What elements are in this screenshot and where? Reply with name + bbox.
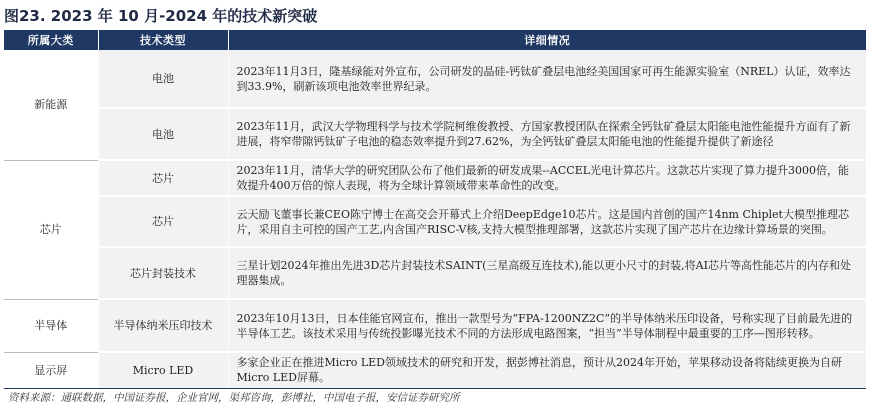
tech-type-cell: 芯片 [98, 160, 228, 196]
detail-cell: 2023年11月，武汉大学物理科学与技术学院柯维俊教授、方国家教授团队在探索全钙钛矿叠层太阳能电池性能提升方面有了新进展，将窄带隙钙钛矿子电池的稳态效率提升到27.62%，为全钙钛矿叠层太阳能电池的性能提升提供了新途径 [228, 108, 866, 160]
table-row [4, 160, 866, 196]
detail-cell: 2023年11月，清华大学的研究团队公布了他们最新的研发成果--ACCEL光电计算芯片。这款芯片实现了算力提升3000倍，能效提升400万倍的惊人表现，将为全球计算领域带来革命性的改变。 [228, 160, 866, 196]
tech-type-cell: 电池 [98, 50, 228, 108]
tech-type-cell: Micro LED [98, 352, 228, 388]
table-row [4, 352, 866, 388]
category-cell: 芯片 [4, 160, 98, 299]
detail-cell: 云天励飞董事长兼CEO陈宁博士在高交会开幕式上介绍DeepEdge10芯片。这是国内首创的国产14nm Chiplet大模型推理芯片，采用自主可控的国产工艺,内含国产RISC-V核,支持大模型推理部署，这款芯片实现了国产芯片在边缘计算场景的突围。 [228, 196, 866, 247]
tech-type-cell: 半导体纳米压印技术 [98, 299, 228, 352]
table-header-row [4, 30, 866, 50]
source-note: 资料来源：通联数据，中国证券报，企业官网，渠邦咨询，彭博社，中国电子报，安信证券研究所 [8, 392, 460, 404]
tech-type-cell: 芯片封装技术 [98, 247, 228, 299]
figure-title: 图23. 2023 年 10 月-2024 年的技术新突破 [4, 7, 318, 25]
table-row [4, 247, 866, 299]
table-row [4, 50, 866, 108]
detail-cell: 三星计划2024年推出先进3D芯片封装技术SAINT(三星高级互连技术),能以更小尺寸的封装,将AI芯片等高性能芯片的内存和处理器集成。 [228, 247, 866, 299]
category-cell: 新能源 [4, 50, 98, 160]
detail-cell: 2023年11月3日，隆基绿能对外宣布，公司研发的晶硅-钙钛矿叠层电池经美国国家可再生能源实验室（NREL）认证，效率达到33.9%，刷新该项电池效率世界纪录。 [228, 50, 866, 108]
table-row [4, 196, 866, 247]
tech-type-cell: 电池 [98, 108, 228, 160]
category-cell: 半导体 [4, 299, 98, 352]
header-category: 所属大类 [4, 30, 98, 50]
header-tech-type: 技术类型 [98, 30, 228, 50]
tech-breakthrough-table [4, 30, 866, 389]
header-details: 详细情况 [228, 30, 866, 50]
table-row [4, 299, 866, 352]
tech-type-cell: 芯片 [98, 196, 228, 247]
category-cell: 显示屏 [4, 352, 98, 388]
table-row [4, 108, 866, 160]
detail-cell: 多家企业正在推进Micro LED领域技术的研究和开发，据彭博社消息，预计从2024年开始，苹果移动设备将陆续更换为自研Micro LED屏幕。 [228, 352, 866, 388]
detail-cell: 2023年10月13日，日本佳能官网宣布，推出一款型号为“FPA-1200NZ2C”的半导体纳米压印设备，号称实现了目前最先进的半导体工艺。该技术采用与传统投影曝光技术不同的方法形成电路图案，“担当”半导体制程中最重要的工序—图形转移。 [228, 299, 866, 352]
